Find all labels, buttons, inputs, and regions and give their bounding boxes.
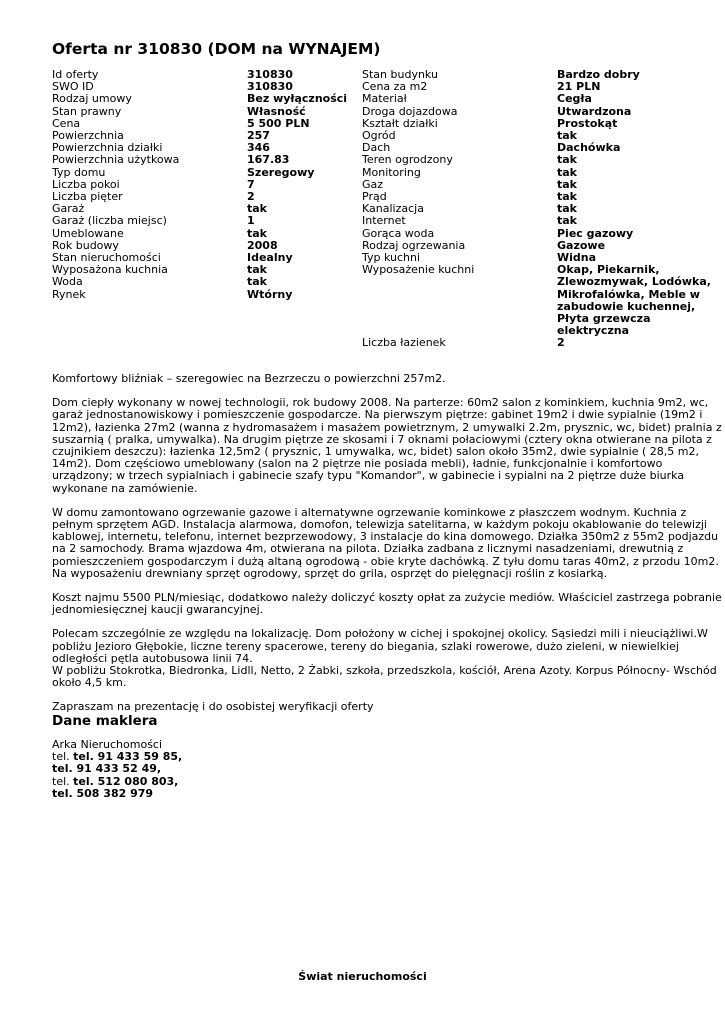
property-label: Monitoring [362,165,421,179]
description-paragraph: W domu zamontowano ogrzewanie gazowe i alternatywne ogrzewanie kominkowe z płaszczem wodnym. Kuchnia z pełnym sprzętem AGD. Instalacja alarmowa, domofon, telewizja satelitarna, w każdym pokoju okablowanie do telewizji kablowej, internetu, telefonu, internet bezprzewodowy, 3 instalacje do kina domowego. Działka 350m2 z 55m2 podjazdu na 2 samochody. Brama wjazdowa 4m, otwierana na pilota. Działka zadbana z licznymi nasadzeniami, drewutnią z pomieszczeniem gospodarczym i dużą altaną ogrodową - obie kryte dachówką. Z tyłu domu taras 40m2, z przodu 10m2. Na wyposażeniu drewniany sprzęt ogrodowy, sprzęt do grila, osprzęt do pielęgnacji roślin z kosiarką. [52,505,719,580]
property-label: Kształt działki [362,116,438,130]
tel-prefix: tel. [52,750,70,764]
property-value: tak [557,202,577,216]
property-value: Idealny [247,251,293,265]
property-row [362,179,722,191]
property-value: Utwardzona [557,104,632,118]
property-value: Bez wyłączności [247,92,348,106]
description-paragraph: Dom ciepły wykonany w nowej technologii, rok budowy 2008. Na parterze: 60m2 salon z kominkiem, kuchnia 9m2, wc, garaż jednostanowiskowy i pomieszczenie gospodarcze. Na pierwszym piętrze: gabinet 19m2 i dwie sypialnie (19m2 i 12m2), łazienka 27m2 (wanna z hydromasażem i masażem powietrznym, 2 umywalki 2.2m, prysznic, wc, bidet) pralnia z suszarnią ( pralka, umywalka). Na drugim piętrze ze skosami i 7 oknami połaciowymi (cztery okna otwierane na pilota z czujnikiem deszczu): łazienka 12,5m2 ( prysznic, 1 umywalka, wc, bidet) salon około 35m2, dwie sypialnie ( 28,5 m2, 14m2). Dom częściowo umeblowany (salon na 2 piętrze nie posiada mebli), ładnie, funkcjonalnie i komfortowo urządzony; w trzech sypialniach i gabinecie szafy typu "Komandor", w gabinecie i sypialni na 2 piętrze duże biurka wykonane na zamówienie. [52,396,722,495]
property-value: tak [557,153,577,167]
agent-phone: tel. 91 433 52 49, [52,762,162,776]
property-value: Okap, Piekarnik, Zlewozmywak, Lodówka, Mikrofalówka, Meble w zabudowie kuchennej, Płyta grzewcza elektryczna [557,263,711,338]
property-label: Liczba pokoi [52,177,120,191]
property-value: tak [247,226,267,240]
property-value: Bardzo dobry [557,68,640,81]
description-paragraph: Zapraszam na prezentację i do osobistej weryfikacji oferty [52,700,374,714]
property-row [52,276,352,288]
property-value: 7 [247,177,255,191]
agent-company: Arka Nieruchomości [52,738,163,751]
property-value: 346 [247,141,270,155]
property-label: Stan nieruchomości [52,251,161,265]
property-value: tak [557,177,577,191]
property-row [362,81,722,93]
property-value: Widna [557,251,597,265]
property-value: tak [557,214,577,228]
property-label: Powierzchnia użytkowa [52,153,180,167]
property-row [362,215,722,227]
property-label: Typ kuchni [362,251,421,265]
property-label: SWO ID [52,80,94,94]
property-value: tak [557,190,577,204]
property-value: tak [557,165,577,179]
property-label: Liczba łazienek [362,336,446,350]
property-value: Wtórny [247,287,293,301]
property-label: Rodzaj ogrzewania [362,238,466,252]
property-value: tak [247,275,267,289]
property-value: tak [247,263,267,277]
property-row [362,130,722,142]
property-label: Umeblowane [52,226,124,240]
property-label: Ogród [362,129,396,143]
property-value: Cegła [557,92,592,106]
property-value: 310830 [247,80,293,94]
property-value: 21 PLN [557,80,601,94]
property-row [52,106,352,118]
property-row [52,264,352,276]
property-label: Wyposażona kuchnia [52,263,168,277]
footer-brand: Świat nieruchomości [298,970,427,983]
property-label: Cena [52,116,81,130]
agent-heading: Dane maklera [52,713,158,729]
property-row [52,69,352,81]
property-row [362,93,722,105]
description-paragraph: Koszt najmu 5500 PLN/miesiąc, dodatkowo należy doliczyć koszty opłat za zużycie mediów. Właściciel zastrzega pobranie jednomiesięcznej kaucji gwarancyjnej. [52,591,722,617]
property-value: 5 500 PLN [247,116,310,130]
property-label: Wyposażenie kuchni [362,263,475,277]
description-paragraph: Komfortowy bliźniak – szeregowiec na Bezrzeczu o powierzchni 257m2. [52,372,446,385]
property-label: Cena za m2 [362,80,428,94]
property-label: Garaż [52,202,85,216]
property-row [362,264,722,337]
property-value: Szeregowy [247,165,315,179]
property-value: 2008 [247,238,278,252]
agent-details [52,739,452,800]
property-list-left [52,69,352,301]
property-value: 167.83 [247,153,290,167]
property-label: Rynek [52,287,86,301]
property-row [362,228,722,240]
description-paragraph: Polecam szczególnie ze względu na lokalizację. Dom położony w cichej i spokojnej okolicy. Sąsiedzi mili i nieuciążliwi.W pobliżu Jezioro Głębokie, liczne tereny spacerowe, tereny do biegania, szlaki rowerowe, dużo zieleni, w niewielkiej odległości pętla autobusowa linii 74. W pobliżu Stokrotka, Biedronka, Lidll, Netto, 2 Żabki, szkoła, przedszkola, kościół, Arena Azoty. Korpus Północny- Wschód około 4,5 km. [52,627,717,690]
property-label: Teren ogrodzony [362,153,453,167]
property-row [362,337,722,349]
property-value: tak [247,202,267,216]
property-label: Powierzchnia działki [52,141,163,155]
property-value: 257 [247,129,270,143]
page-title: Oferta nr 310830 (DOM na WYNAJEM) [52,40,381,58]
property-label: Garaż (liczba miejsc) [52,214,167,228]
property-label: Droga dojazdowa [362,104,458,118]
property-value: tak [557,129,577,143]
property-label: Internet [362,214,406,228]
property-row [52,191,352,203]
property-label: Gaz [362,177,384,191]
property-label: Id oferty [52,68,99,81]
property-value: Dachówka [557,141,621,155]
property-list-right [362,69,722,350]
property-label: Powierzchnia [52,129,124,143]
agent-phone-line [52,776,452,788]
property-label: Materiał [362,92,407,106]
property-row [362,106,722,118]
agent-phone: tel. 91 433 59 85, [73,750,183,764]
property-row [362,167,722,179]
property-value: 2 [247,190,255,204]
property-label: Gorąca woda [362,226,435,240]
property-value: Prostokąt [557,116,618,130]
property-row [52,215,352,227]
agent-phone: tel. 508 382 979 [52,786,154,800]
property-label: Typ domu [52,165,106,179]
property-label: Rok budowy [52,238,119,252]
property-label: Rodzaj umowy [52,92,132,106]
property-row [362,118,722,130]
property-value: Gazowe [557,238,606,252]
property-label: Prąd [362,190,387,204]
property-row [52,93,352,105]
property-value: Własność [247,104,306,118]
property-value: 310830 [247,68,293,81]
property-row [52,289,352,301]
property-row [362,154,722,166]
offer-description [52,373,722,726]
tel-prefix: tel. [52,774,70,788]
property-row [362,203,722,215]
property-value: 2 [557,336,565,350]
property-row [52,154,352,166]
property-value: 1 [247,214,255,228]
property-value: Piec gazowy [557,226,634,240]
property-row [52,228,352,240]
property-label: Liczba pięter [52,190,123,204]
property-row [52,167,352,179]
property-label: Dach [362,141,391,155]
property-label: Woda [52,275,83,289]
agent-phone: tel. 512 080 803, [73,774,179,788]
property-label: Kanalizacja [362,202,424,216]
property-label: Stan budynku [362,68,438,81]
property-label: Stan prawny [52,104,122,118]
